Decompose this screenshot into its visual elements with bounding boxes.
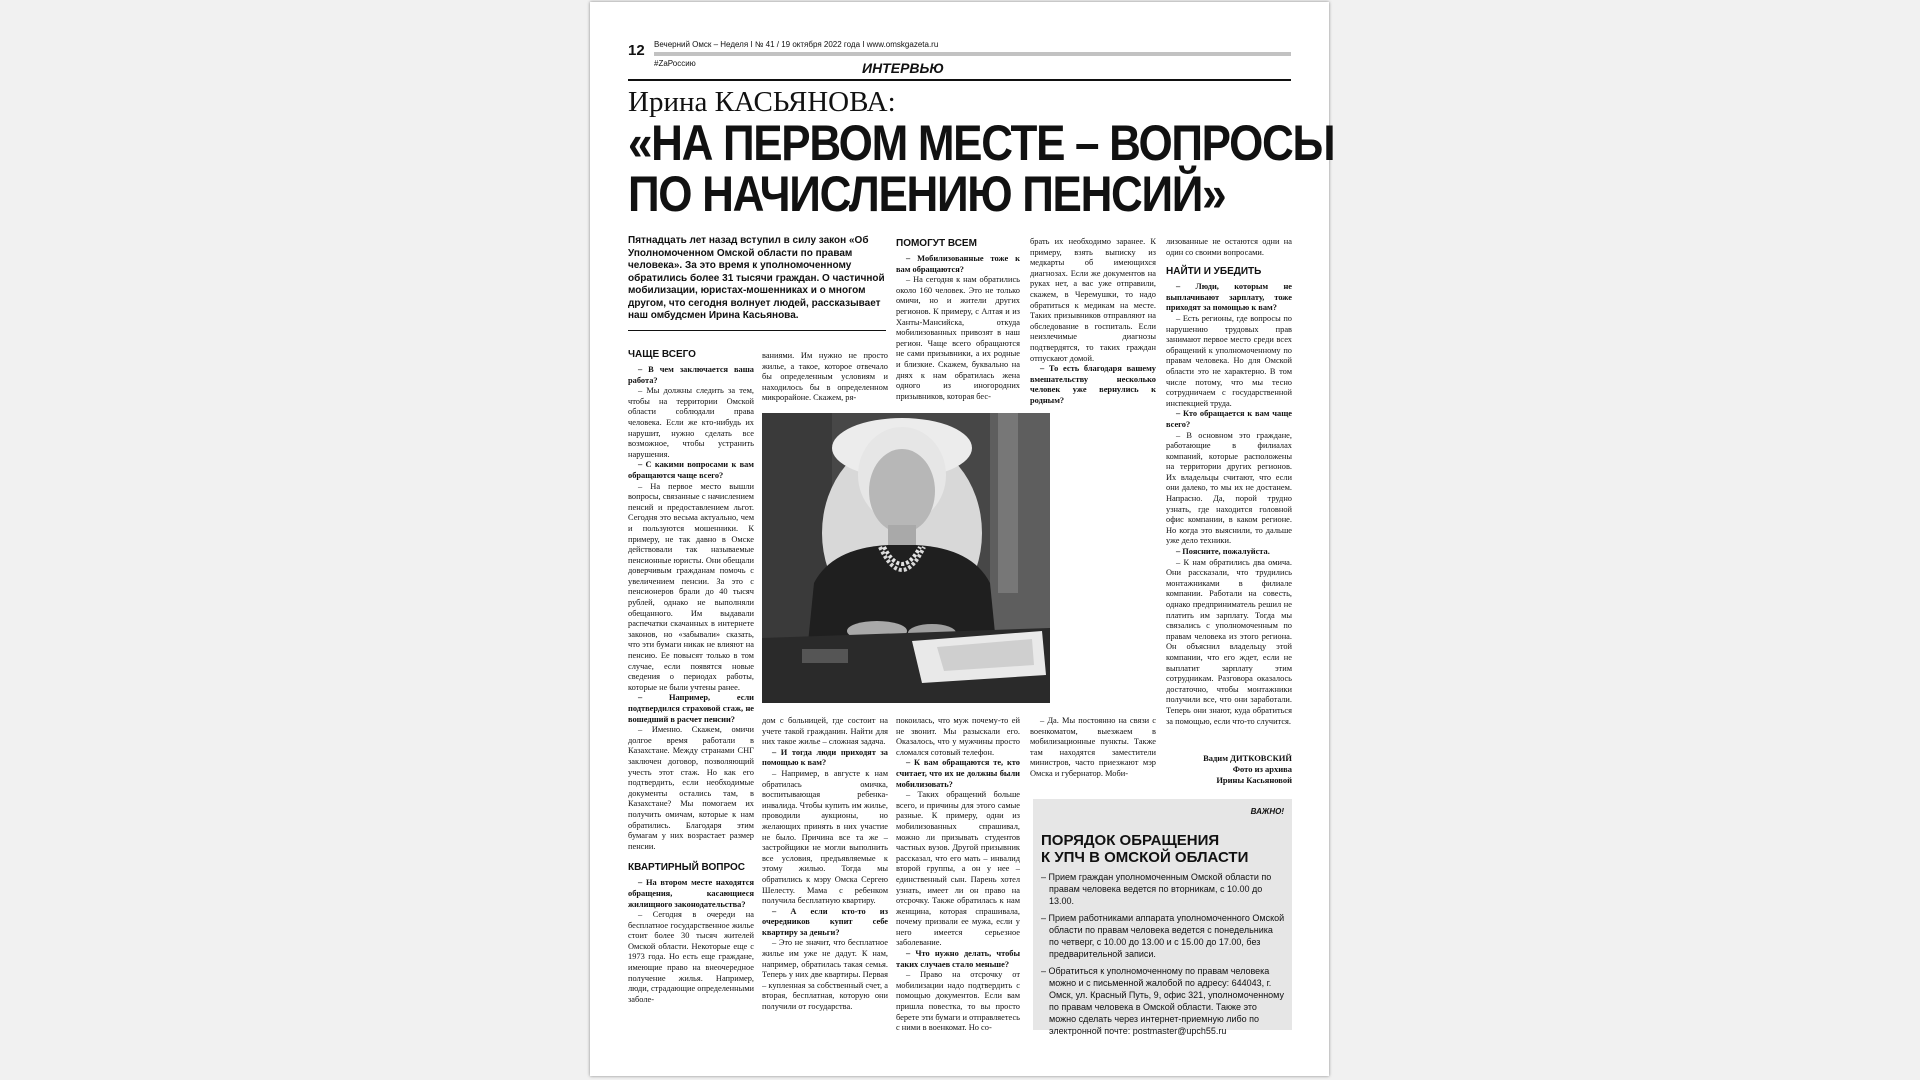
photo-credit-name: Ирины Касьяновой <box>1216 775 1292 785</box>
answer: – Именно. Скажем, омичи долгое время работали в Казахстане. Между странами СНГ заключен договор, позволяющий учесть этот стаж. Но как его подтвердить, если необходимые документы остались там, в Казахстане? Мы помогаем их получить омичам, которые к нам обратились. Благодаря этим бумагам у них возрастает размер пенсии. <box>628 725 754 851</box>
lead-paragraph: Пятнадцать лет назад вступил в силу закон «Об Уполномоченном Омской области по правам человека». За это время к уполномоченному обратились более 31 тысячи граждан. О частичной мобилизации, юристах-мошенниках и о многом другом, что сегодня волнует людей, рассказывает наш омбудсмен Ирина Касьянова. <box>628 235 885 321</box>
info-box-title-line-1: ПОРЯДОК ОБРАЩЕНИЯ <box>1041 832 1220 849</box>
article-column-3-top <box>896 238 1020 408</box>
answer: – В основном это граждане, работающие в филиалах компаний, которые расположены на территории других регионов. Их владельцы считают, что если они далеко, то мы их не достанем. Напрасно. Да, порой трудно узнать, где находится головной офис компании, в каком регионе. Но когда это выяснили, то дальше уже дело техники. <box>1166 430 1292 546</box>
subheading: НАЙТИ И УБЕДИТЬ <box>1166 266 1262 278</box>
newspaper-page <box>590 2 1335 1076</box>
list-item: – Прием граждан уполномоченным Омской области по правам человека ведется по вторникам, с 10.00 до 13.00. <box>1041 872 1272 906</box>
photo-credit: Фото из архива <box>1232 764 1292 774</box>
subheading: ПОМОГУТ ВСЕМ <box>896 238 977 249</box>
subheading: КВАРТИРНЫЙ ВОПРОС <box>628 862 746 874</box>
question: – К вам обращаются те, кто считает, что их не должны были мобилизовать? <box>896 758 1020 789</box>
header-rule <box>654 52 1291 56</box>
portrait-photo <box>762 413 1050 703</box>
answer: – Это не значит, что бесплатное жилье им уже не дадут. К нам, например, обратилась такая семья. Теперь у них две квартиры. Первая – купленная за собственный счет, а вторая, бесплатная, которую они получили от государства. <box>762 938 888 1012</box>
question: – Что нужно делать, чтобы таких случаев стало меньше? <box>896 949 1020 969</box>
interviewee-name: Ирина КАСЬЯНОВА: <box>628 86 896 118</box>
hashtag: #ZаРоссию <box>654 59 696 68</box>
author-name: Вадим ДИТКОВСКИЙ <box>1203 753 1292 763</box>
info-box <box>1033 799 1292 1036</box>
subheading: ЧАЩЕ ВСЕГО <box>628 349 696 360</box>
answer: дом с больницей, где состоит на учете такой гражданин. Найти для них такое жилье – сложная задача. <box>762 716 888 747</box>
headline-line-2: ПО НАЧИСЛЕНИЮ ПЕНСИЙ» <box>628 166 1226 222</box>
list-item: – Обратиться к уполномоченному по правам человека можно и с письменной жалобой по адресу: 644043, г. Омск, ул. Красный Путь, 9, офис 321, уполномоченному по правам человека в Омской области. Также это можно сделать через интернет-приемную либо по электронной почте: postmaster@upch55.ru <box>1041 966 1284 1036</box>
info-box-title-line-2: К УПЧ В ОМСКОЙ ОБЛАСТИ <box>1041 849 1249 866</box>
answer: – На сегодня к нам обратились около 160 человек. Это не только омичи, но и жители других регионов. К примеру, с Алтая и из Ханты-Мансийска, откуда мобилизованных привозят в наш регион. Чаще всего обращаются не сами призывники, а их родные и близкие. Скажем, буквально на днях к нам обратилась жена одного из иногородних призывников, которая бес- <box>896 275 1020 401</box>
info-box-tag: ВАЖНО! <box>1250 807 1284 816</box>
headline-line-1: «НА ПЕРВОМ МЕСТЕ – ВОПРОСЫ <box>628 115 1335 171</box>
section-rule <box>628 79 1291 81</box>
answer: – Например, в августе к нам обратилась омичка, воспитывающая ребенка-инвалида. Чтобы купить им жилье, проводили аукционы, но желающих принять в них участие не было. Причина все та же – застройщики не могли выполнить все условия, предъявляемые к этому жилью. Тогда мы обратились к мэру Омска Сергею Шелесту. Мама с ребенком получила бесплатную квартиру. <box>762 768 888 906</box>
answer: ваниями. Им нужно не просто жилье, а такое, которое отвечало бы определенным условиям и находилось бы в определенном микрорайоне. Скажем, ря- <box>762 351 888 403</box>
answer: – Да. Мы постоянно на связи с военкоматом, выезжаем в мобилизационные пункты. Также там находятся заместители министров, часто приезжают мэр Омска и губернатор. Моби- <box>1030 716 1156 778</box>
answer: – Право на отсрочку от мобилизации надо подтвердить с помощью документов. Если вам пришла повестка, то вы просто берете эти бумаги и отправляетесь с ними в военкомат. Но со- <box>896 970 1020 1033</box>
article-column-2-top <box>762 351 888 407</box>
article-column-2-bottom <box>762 716 888 1038</box>
portrait-illustration <box>762 413 1050 703</box>
issue-meta: Вечерний Омск – Неделя I № 41 / 19 октября 2022 года I www.omskgazeta.ru <box>654 40 939 49</box>
list-item: – Прием работниками аппарата уполномоченного Омской области по правам человека ведется с понедельника по четверг, с 10.00 до 13.00 и с 15.00 до 17.00, без предварительной записи. <box>1041 913 1285 959</box>
lead-rule <box>628 330 886 331</box>
answer: лизованные не остаются одни на один со своими вопросами. <box>1166 237 1292 257</box>
headline <box>628 115 1335 222</box>
article-column-5 <box>1166 237 1292 747</box>
answer: – Мы должны следить за тем, чтобы на территории Омской области соблюдали права человека. Если же кто-нибудь их нарушит, нужно сделать все возможное, чтобы устранить нарушения. <box>628 386 754 459</box>
question: – То есть благодаря вашему вмешательству несколько человек уже вернулись к родным? <box>1030 364 1156 405</box>
section-title: ИНТЕРВЬЮ <box>862 60 945 76</box>
question: – С какими вопросами к вам обращаются чаще всего? <box>628 460 754 480</box>
answer: – Таких обращений больше всего, и причины для этого самые разные. К примеру, одни из мобилизованных спрашивал, можно ли призывать студентов частных вузов. Другой призывник рассказал, что его мать – инвалид второй группы, а он у нее – единственный сын. Парень хотел узнать, имеет ли он право на отсрочку. Также обратилась к нам женщина, которая спрашивала, почему призвали ее мужа, если у него имеется серьезное заболевание. <box>896 790 1020 948</box>
answer: – На первое место вышли вопросы, связанные с начислением пенсий и предоставлением льгот. Сегодня это весьма актуально, чем и пользуются мошенники. К примеру, не так давно в Омске действовали так называемые пенсионные юристы. Они обещали доверчивым гражданам помочь с увеличением пенсии. За это с пенсионеров брали до 40 тысяч рублей, однако не выполняли обещанного. Им выдавали распечатки скачанных в интернете законов, но «забывали» сказать, что эти бумаги никак не влияют на пенсию. Ее повысят только в том случае, если появятся новые сведения о периодах работы, которые не были учтены ранее. <box>628 481 754 692</box>
question: – В чем заключается ваша работа? <box>628 365 754 385</box>
answer: – Есть регионы, где вопросы по нарушению трудовых прав занимают первое место среди всех обращений к уполномоченному по правам человека. Но для Омской области это не характерно. В том числе потому, что мы тесно сотрудничаем с государственной инспекцией труда. <box>1166 313 1292 408</box>
question: – Мобилизованные тоже к вам обращаются? <box>896 254 1020 274</box>
article-column-4-top <box>1030 237 1156 409</box>
article-column-3-bottom <box>896 716 1020 1038</box>
answer: покоилась, что муж почему-то ей не звонит. Мы разыскали его. Оказалось, что у мужчины просто сломался сотовый телефон. <box>896 716 1020 757</box>
answer: – К нам обратились два омича. Они рассказали, что трудились монтажниками в филиале компании. Работали на совесть, однако предприниматель решил не платить им зарплату. Тогда мы связались с уполномоченным по правам человека из этого региона. Он объяснил владельцу этой компании, что его ждет, если не выплатит зарплату этим сотрудникам. Разговора оказалось достаточно, чтобы монтажники получили все, что они заработали. Теперь они знают, куда обратиться за помощью, если что-то случится. <box>1166 557 1292 726</box>
answer: – Сегодня в очереди на бесплатное государственное жилье стоит более 30 тысяч жителей Омской области. Некоторые еще с 1973 года. Но есть еще граждане, имеющие право на внеочередное получение жилья. Например, люди, страдающие определенными заболе- <box>628 910 754 1004</box>
byline <box>1044 753 1292 786</box>
info-box-title <box>1041 832 1248 866</box>
page-number: 12 <box>628 42 645 59</box>
question: – И тогда люди приходят за помощью к вам? <box>762 747 888 768</box>
question: – Люди, которым не выплачивают зарплату, тоже приходят за помощью к вам? <box>1166 282 1292 313</box>
question: – Поясните, пожалуйста. <box>1176 547 1270 557</box>
question: – Например, если подтвердился страховой стаж, не вошедший в расчет пенсии? <box>628 693 754 724</box>
info-box-list <box>1041 871 1285 1042</box>
article-column-1 <box>628 345 754 1037</box>
question: – Кто обращается к вам чаще всего? <box>1166 409 1292 429</box>
question: – На втором месте находятся обращения, касающиеся жилищного законодательства? <box>628 878 754 909</box>
question: – А если кто-то из очередников купит себе квартиру за деньги? <box>762 906 888 937</box>
answer: брать их необходимо заранее. К примеру, взять выписку из медкарты об имеющихся диагнозах. Если же документов на руках нет, а вас уже отправили, скажем, в Черемушки, то надо обратиться к медикам на месте. Таких призывников отправляют на обследование в госпиталь. Если неизлечимые диагнозы подтвердятся, то таких граждан отпускают домой. <box>1030 237 1156 363</box>
